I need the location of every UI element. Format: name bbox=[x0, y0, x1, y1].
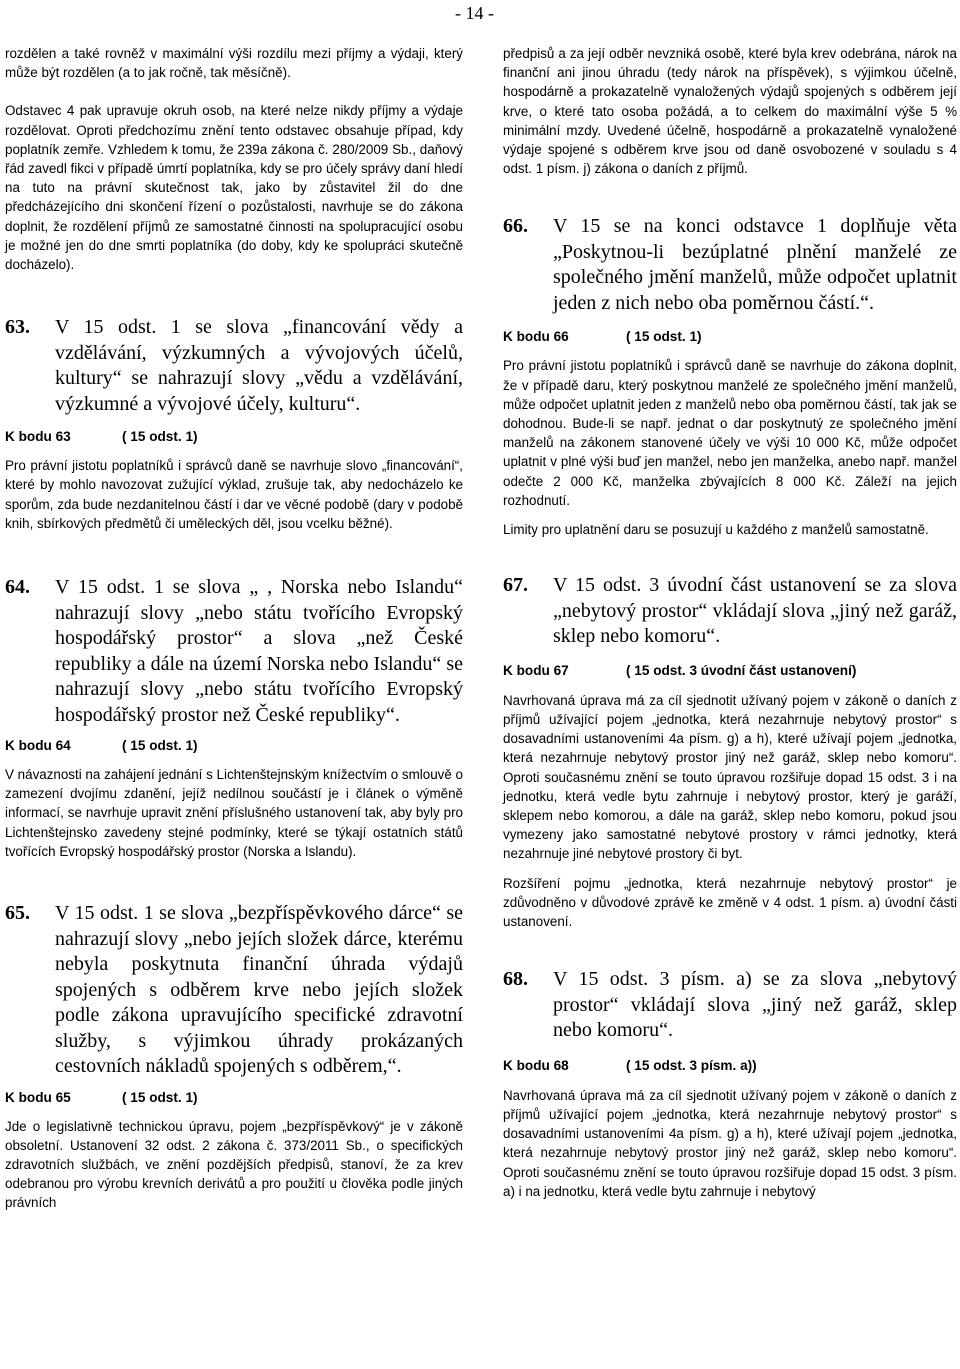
paragraph: Navrhovaná úprava má za cíl sjednotit užívaný pojem v zákoně o daních z příjmů užívající pojem „jednotka, která nezahrnuje nebytový prostor“ s dosavadními ustanoveními 4a písm. g) a h), které užívají pojem „jednotka, která nezahrnuje nebytový prostor jiný než garáž, sklep nebo komoru“. Oproti současnému znění se touto úpravou rozšiřuje dopad 15 odst. 3 písm. a) i na jednotku, která vedle bytu zahrnuje i nebytový bbox=[503, 1087, 957, 1199]
section-heading bbox=[5, 736, 463, 755]
amendment-item-65 bbox=[5, 901, 463, 1080]
item-text: V 15 odst. 1 se slova „financování vědy a vzdělávání, výzkumných a vývojových účelů, kultury“ se nahrazují slovy „vědu a vzdělávání, výzkumné a vývojové účely, kulturu“. bbox=[55, 316, 463, 415]
right-column bbox=[503, 44, 957, 1201]
item-number: 66. bbox=[503, 215, 528, 238]
paragraph: rozdělen a také rovněž v maximální výši rozdílu mezi příjmy a výdaji, který může být rozdělen (a to jak ročně, tak měsíčně). bbox=[5, 46, 463, 81]
amendment-item-64 bbox=[5, 575, 463, 728]
heading-label: K bodu 63 bbox=[5, 429, 71, 445]
paragraph: Pro právní jistotu poplatníků i správců daně se navrhuje slovo „financování“, které by mohlo navozovat zužující výklad, zrušuje tak, aby nedocházelo ke sporům, zda bude nezdanitelnou částí i dar ve věcné podobě (dary v podobě knih, sbírkových předmětů či uměleckých děl, jsou vcelku běžné). bbox=[5, 458, 463, 531]
heading-ref: ( 15 odst. 3 úvodní část ustanovení) bbox=[626, 662, 857, 678]
item-text: V 15 se na konci odstavce 1 doplňuje věta „Poskytnou-li bezúplatné plnění manželé ze společného jmění manželů, může odpočet uplatnit jeden z nich nebo oba poměrnou částí.“. bbox=[553, 215, 957, 314]
paragraph: V návaznosti na zahájení jednání s Lichtenštejnským knížectvím o smlouvě o zamezení dvojímu zdanění, jejíž nedílnou součástí je i článek o výměně informací, se navrhuje upravit znění příslušného ustanovení tak, aby byly pro Lichtenštejnsko zavedeny stejné podmínky, které se týkají ostatních států tvořících Evropský hospodářský prostor (Norska a Islandu). bbox=[5, 767, 463, 859]
paragraph: Odstavec 4 pak upravuje okruh osob, na které nelze nikdy příjmy a výdaje rozdělovat. Oproti předchozímu znění tento odstavec obsahuje případ, kdy poplatník zemře. Vzhledem k tomu, že 239a zákona č. 280/2009 Sb., daňový řád zavedl fikci v případě úmrtí poplatníka, kdy se pro účely správy daní hledí na tuto na právní skutečnost tak, jako by zůstavitel žil do dne předcházejícího dni skončení řízení o pozůstalosti, navrhuje se do zákona doplnit, že rozdělení příjmů ze samostatné činnosti na spolupracující osobu je možné jen do dne smrti poplatníka (do doby, kdy ke spolupráci skutečně docházelo). bbox=[5, 103, 463, 273]
amendment-item-68 bbox=[503, 967, 957, 1044]
item-text: V 15 odst. 3 úvodní část ustanovení se za slova „nebytový prostor“ vkládají slova „jiný než garáž, sklep nebo komoru“. bbox=[553, 574, 957, 648]
item-number: 64. bbox=[5, 576, 30, 599]
item-number: 68. bbox=[503, 968, 528, 991]
section-heading bbox=[503, 1056, 957, 1075]
item-number: 67. bbox=[503, 574, 528, 597]
paragraph: Limity pro uplatnění daru se posuzují u každého z manželů samostatně. bbox=[503, 522, 929, 538]
item-text: V 15 odst. 1 se slova „ , Norska nebo Islandu“ nahrazují slovy „nebo státu tvořícího Evropský hospodářský prostor“ a slova „než České republiky a dále na území Norska nebo Islandu“ se nahrazují slovy „nebo státu tvořícího Evropský hospodářský prostor než České republiky“. bbox=[55, 576, 463, 726]
paragraph: Pro právní jistotu poplatníků i správců daně se navrhuje do zákona doplnit, že v případě daru, který poskytnou manželé ze společného jmění manželů, může odpočet uplatnit jeden z manželů nebo oba poměrnou částí, tak jak se dohodnou. Bude-li se např. jednat o dar poskytnutý ze společného jmění manželů na zákonem stanovené účely ve výši 10 000 Kč, může odpočet uplatnit v plné výši buď jen manžel, nebo jen manželka, anebo např. manžel odečte 2 000 Kč, manželka zbývajících 8 000 Kč. Záleží na jejich rozhodnutí. bbox=[503, 358, 957, 508]
section-heading bbox=[5, 1088, 463, 1107]
heading-ref: ( 15 odst. 1) bbox=[122, 738, 198, 754]
amendment-item-63 bbox=[5, 315, 463, 417]
left-column bbox=[5, 44, 463, 1213]
section-heading bbox=[5, 427, 463, 446]
heading-ref: ( 15 odst. 1) bbox=[122, 429, 198, 445]
heading-label: K bodu 65 bbox=[5, 1089, 71, 1105]
heading-ref: ( 15 odst. 1) bbox=[122, 1089, 198, 1105]
heading-ref: ( 15 odst. 3 písm. a)) bbox=[626, 1057, 757, 1073]
page-number: - 14 - bbox=[455, 3, 494, 23]
paragraph: předpisů a za její odběr nevzniká osobě, které byla krev odebrána, nárok na finanční ani jinou úhradu (tedy nárok na příspěvek), s výjimkou účelně, hospodárně a prokazatelně vynaložených výdajů spojených s odběrem její krve, o které tato osoba požádá, a to celkem do maximální výše 5 % minimální mzdy. Uvedené účelně, hospodárně a prokazatelně vynaložené výdaje spojené s odběrem krve jsou od daně osvobozené v souladu s 4 odst. 1 písm. j) zákona o daních z příjmů. bbox=[503, 46, 957, 177]
heading-label: K bodu 68 bbox=[503, 1057, 569, 1073]
amendment-item-66 bbox=[503, 214, 957, 316]
item-text: V 15 odst. 1 se slova „bezpříspěvkového dárce“ se nahrazují slovy „nebo jejích složek dárce, kterému nebyla poskytnuta finanční úhrada výdajů spojených s odběrem krve nebo jejích složek podle zákona upravujícího specifické zdravotní služby, s výjimkou úhrady prokázaných cestovních nákladů spojených s odběrem,“. bbox=[55, 902, 463, 1078]
heading-label: K bodu 64 bbox=[5, 738, 71, 754]
paragraph: Jde o legislativně technickou úpravu, pojem „bezpříspěvkový“ je v zákoně obsoletní. Ustanovení 32 odst. 2 zákona č. 373/2011 Sb., o specifických zdravotních službách, ve znění pozdějších předpisů, stanoví, že za krev odebranou pro výrobu krevních derivátů a pro použití u člověka podle jiných právních bbox=[5, 1118, 463, 1211]
paragraph: Navrhovaná úprava má za cíl sjednotit užívaný pojem v zákoně o daních z příjmů užívající pojem „jednotka, která nezahrnuje nebytový prostor“ s dosavadními ustanoveními 4a písm. g) a h), které užívají pojem „jednotka, která nezahrnuje nebytový prostor jiný než garáž, sklep nebo komoru“. Oproti současnému znění se touto úpravou rozšiřuje dopad 15 odst. 3 i na jednotku, která vedle bytu zahrnuje i nebytový prostor, který je garáží, sklepem nebo komorou, a dále na garáž, sklep nebo komoru, pokud jsou vymezeny jako samostatné nebytové prostory v rámci jednotky, která nezahrnuje jiné nebytové prostory či byt. bbox=[503, 692, 957, 862]
section-heading bbox=[503, 327, 957, 346]
item-number: 63. bbox=[5, 316, 30, 339]
amendment-item-67 bbox=[503, 573, 957, 650]
heading-label: K bodu 67 bbox=[503, 662, 569, 678]
heading-ref: ( 15 odst. 1) bbox=[626, 329, 702, 345]
item-text: V 15 odst. 3 písm. a) se za slova „nebytový prostor“ vkládají slova „jiný než garáž, sklep nebo komoru“. bbox=[553, 968, 957, 1042]
section-heading bbox=[503, 661, 957, 680]
item-number: 65. bbox=[5, 902, 30, 925]
heading-label: K bodu 66 bbox=[503, 329, 569, 345]
paragraph: Rozšíření pojmu „jednotka, která nezahrnuje nebytový prostor“ je zdůvodněno v důvodové zprávě ke změně v 4 odst. 1 písm. a) úvodní části ustanovení. bbox=[503, 875, 957, 929]
